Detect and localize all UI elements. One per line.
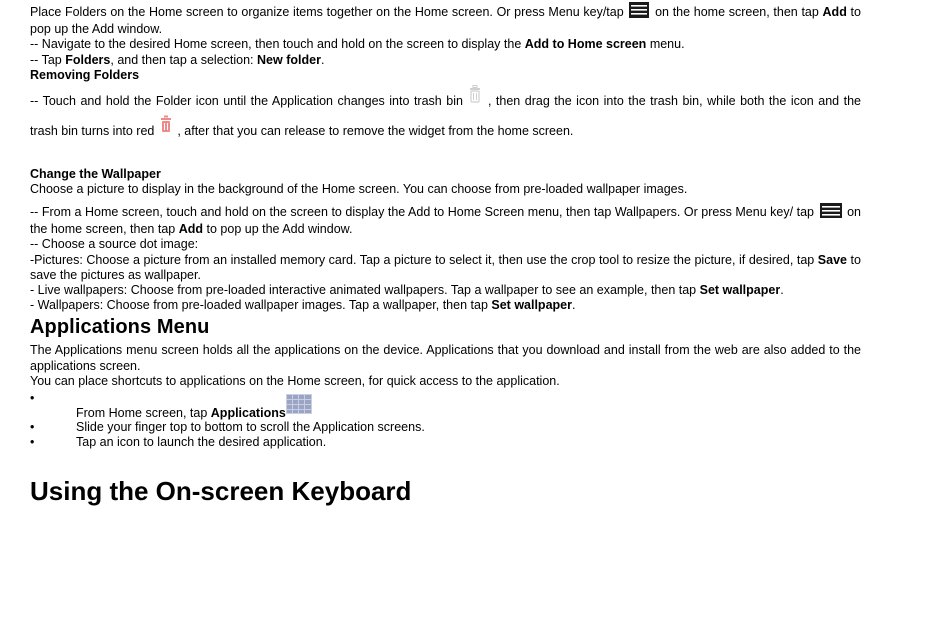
- folders-step-tap: [30, 53, 861, 68]
- step2-text: Slide your finger top to bottom to scroll the Application screens.: [76, 420, 425, 435]
- applications-menu-heading: Applications Menu: [30, 316, 210, 339]
- wallpaper-step-menu-end: to pop up the Add window.: [206, 222, 353, 237]
- navigate-end: menu.: [649, 37, 685, 52]
- removing-text-a: -- Touch and hold the Folder icon until the Application changes into trash bin: [30, 93, 463, 108]
- pictures-text: -Pictures: Choose a picture from an installed memory card. Tap a picture to select it, then use the crop tool to resize the picture, if desired, tap: [30, 252, 815, 267]
- menu-key-icon: [820, 203, 842, 222]
- document-body: [30, 2, 861, 506]
- new-folder-bold: New folder: [257, 52, 321, 67]
- bullet: •: [30, 391, 35, 406]
- applications-steps: [30, 389, 861, 450]
- removing-folders-paragraph: [30, 85, 861, 145]
- wallpaper-pictures: [30, 253, 861, 283]
- tap-text: -- Tap: [30, 52, 62, 67]
- wallpapers-end: .: [571, 298, 576, 313]
- add-to-home-bold: Add to Home screen: [524, 37, 647, 52]
- removing-text-c: , after that you can release to remove the widget from the home screen.: [177, 123, 574, 138]
- removing-folders-heading: Removing Folders: [30, 67, 140, 82]
- tap-end: .: [320, 52, 325, 67]
- applications-bold: Applications: [210, 406, 286, 421]
- tap-cont: , and then tap a selection:: [110, 52, 254, 67]
- onscreen-keyboard-heading: Using the On-screen Keyboard: [30, 476, 412, 507]
- change-wallpaper-heading: Change the Wallpaper: [30, 166, 161, 181]
- wallpaper-intro: Choose a picture to display in the background of the Home screen. You can choose from pre-loaded wallpaper images.: [30, 181, 688, 196]
- list-item: [30, 435, 861, 450]
- live-end: .: [780, 283, 784, 298]
- wallpaper-step-menu: [30, 203, 861, 237]
- wallpaper-live: [30, 283, 861, 298]
- add-bold: Add: [178, 222, 204, 237]
- wallpaper-step-menu-text: -- From a Home screen, touch and hold on the screen to display the Add to Home Screen menu, then tap Wallpapers. Or press Menu key/ tap: [30, 205, 815, 220]
- folders-line1-text: Place Folders on the Home screen to organize items together on the Home screen. Or press Menu key/tap: [30, 5, 624, 19]
- navigate-text: -- Navigate to the desired Home screen, then touch and hold on the screen to display the: [30, 37, 522, 52]
- step1-wrap: [76, 406, 312, 420]
- save-bold: Save: [817, 252, 847, 267]
- step1-text: From Home screen, tap: [76, 406, 208, 421]
- bullet: •: [30, 435, 35, 450]
- folders-step-navigate: [30, 37, 861, 52]
- folders-paragraph: [30, 2, 861, 37]
- live-text: - Live wallpapers: Choose from pre-loaded interactive animated wallpapers. Tap a wallpaper to see an example, then tap: [30, 283, 697, 298]
- wallpaper-step-source: -- Choose a source dot image:: [30, 237, 199, 252]
- folders-line1-cont: on the home screen, then tap: [655, 5, 819, 19]
- menu-key-icon: [629, 2, 649, 22]
- wallpaper-step-menu-cont: on the home screen, then tap: [30, 205, 861, 237]
- removing-text-b: , then drag the icon into the trash bin, while both the icon and the trash bin turns into red: [30, 93, 861, 138]
- trash-bin-icon: [469, 85, 481, 113]
- folders-line1-end: to pop up the Add window.: [30, 5, 861, 37]
- bullet: •: [30, 420, 35, 435]
- folders-bold: Folders: [65, 52, 111, 67]
- list-item: [30, 420, 861, 435]
- wallpaper-wallpapers: [30, 298, 861, 313]
- step3-text: Tap an icon to launch the desired application.: [76, 435, 327, 450]
- wallpapers-text: - Wallpapers: Choose from pre-loaded wallpaper images. Tap a wallpaper, then tap: [30, 298, 488, 313]
- trash-bin-red-icon: [160, 115, 172, 143]
- list-item: [30, 389, 861, 421]
- applications-intro: The Applications menu screen holds all the applications on the device. Applications that you download and install from the web are also added to the applications screen.: [30, 343, 861, 373]
- add-bold: Add: [822, 5, 847, 19]
- set-wallpaper-bold: Set wallpaper: [491, 298, 572, 313]
- applications-shortcut: You can place shortcuts to applications on the Home screen, for quick access to the application.: [30, 373, 560, 388]
- applications-grid-icon: [286, 394, 312, 420]
- set-wallpaper-bold: Set wallpaper: [699, 283, 781, 298]
- pictures-end: to save the pictures as wallpaper.: [30, 252, 861, 282]
- spacer: [30, 145, 861, 167]
